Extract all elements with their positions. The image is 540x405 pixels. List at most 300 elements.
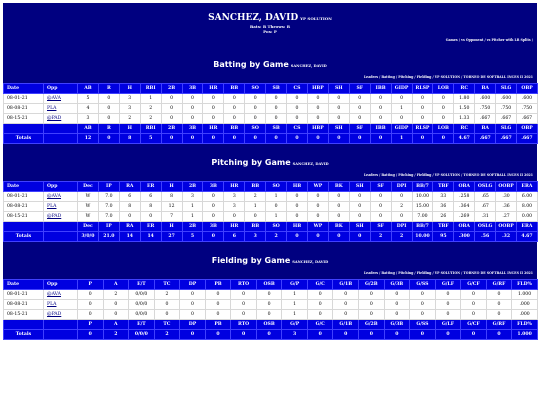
stat-cell: 0 <box>435 290 461 300</box>
stat-cell: 0 <box>161 114 182 124</box>
fielding-column-header[interactable]: G/RF <box>486 280 512 290</box>
total-cell: 0 <box>182 134 203 144</box>
total-cell: 0 <box>486 330 512 340</box>
batting-footer-header: SO <box>245 124 266 134</box>
pitching-header-row <box>4 182 538 192</box>
stat-cell: 12 <box>161 202 182 212</box>
batting-column-header[interactable]: HR <box>203 84 224 94</box>
batting-column-header[interactable]: IBB <box>370 84 391 94</box>
stat-cell: 3 <box>119 104 140 114</box>
stat-cell: 0 <box>328 192 349 202</box>
stat-cell: 15.00 <box>412 202 433 212</box>
opponent-link[interactable]: @PAD <box>44 114 78 124</box>
batting-column-header[interactable]: R <box>98 84 119 94</box>
batting-column-header[interactable]: CS <box>287 84 308 94</box>
batting-column-header[interactable]: Opp <box>44 84 78 94</box>
stat-cell: 0 <box>266 202 287 212</box>
pitching-footer-header: H <box>161 222 182 232</box>
batting-column-header[interactable]: LOB <box>433 84 454 94</box>
fielding-column-header[interactable]: G/C <box>307 280 333 290</box>
stat-cell: 7.0 <box>98 212 119 222</box>
total-cell: 0 <box>328 232 349 242</box>
total-cell: 0 <box>205 330 231 340</box>
pitching-column-header[interactable]: ERA <box>517 182 538 192</box>
total-cell: 4.67 <box>517 232 538 242</box>
stat-cell: 0/0/0 <box>129 290 155 300</box>
total-cell: 0 <box>349 134 370 144</box>
fielding-footer-header: E/T <box>129 320 155 330</box>
batting-column-header[interactable]: Date <box>4 84 44 94</box>
total-cell: 0 <box>370 134 391 144</box>
stat-cell: 1.000 <box>512 290 538 300</box>
fielding-footer-row <box>4 320 538 330</box>
batting-footer-header: H <box>119 124 140 134</box>
stat-cell: 0 <box>103 310 129 320</box>
total-cell: 0 <box>203 232 224 242</box>
player-team[interactable]: YP SOLUTION <box>300 16 332 21</box>
fielding-column-header[interactable]: PB <box>205 280 231 290</box>
stat-cell: 7.00 <box>412 212 433 222</box>
batting-footer-header: 3B <box>182 124 203 134</box>
total-cell: 2 <box>103 330 129 340</box>
stat-cell: 0 <box>461 300 487 310</box>
opponent-link[interactable]: @PAD <box>44 212 78 222</box>
stat-cell: 0 <box>78 300 104 310</box>
fielding-footer-header: A <box>103 320 129 330</box>
stat-cell: 3 <box>182 192 203 202</box>
game-date: 08-08-21 <box>4 300 44 310</box>
pitching-column-header[interactable]: RA <box>119 182 140 192</box>
pitching-subtitle: SANCHEZ, DAVID <box>292 162 329 166</box>
total-cell <box>44 232 78 242</box>
player-position: Pos: P <box>263 29 277 34</box>
fielding-column-header[interactable]: OSB <box>256 280 282 290</box>
stat-cell: .750 <box>496 104 517 114</box>
fielding-title: Fielding by Game <box>211 256 291 265</box>
stat-cell: 0 <box>256 300 282 310</box>
batting-footer-header: HR <box>203 124 224 134</box>
total-cell: 14 <box>119 232 140 242</box>
stat-cell: 0 <box>140 212 161 222</box>
stat-cell: 0 <box>391 114 412 124</box>
total-cell: 0 <box>203 134 224 144</box>
stat-cell: 1 <box>282 310 308 320</box>
pitching-column-header[interactable]: 2B <box>182 182 203 192</box>
stat-cell: 0 <box>224 114 245 124</box>
pitching-column-header[interactable]: OSLG <box>475 182 496 192</box>
stat-cell: 0 <box>370 94 391 104</box>
stat-cell: 1 <box>282 300 308 310</box>
pitching-footer-header <box>4 222 44 232</box>
stat-cell: .750 <box>475 104 496 114</box>
fielding-column-header[interactable]: DP <box>180 280 206 290</box>
pitching-footer-header: HR <box>224 222 245 232</box>
fielding-column-header[interactable]: Date <box>4 280 44 290</box>
stat-cell: W <box>78 192 99 202</box>
pitching-footer-header: SF <box>370 222 391 232</box>
stat-cell: 8.00 <box>517 202 538 212</box>
batting-column-header[interactable]: SH <box>328 84 349 94</box>
stat-cell: 0 <box>245 212 266 222</box>
stat-cell: .600 <box>475 94 496 104</box>
total-cell: .56 <box>475 232 496 242</box>
stat-cell: 0 <box>287 202 308 212</box>
total-cell: 0 <box>410 330 436 340</box>
totals-label: Totals <box>4 232 44 242</box>
batting-column-header[interactable]: 3B <box>182 84 203 94</box>
stat-cell: 0 <box>307 94 328 104</box>
stat-cell: 0 <box>370 212 391 222</box>
total-cell: 3 <box>245 232 266 242</box>
pitching-column-header[interactable]: H <box>161 182 182 192</box>
pitching-footer-header: OSLG <box>475 222 496 232</box>
pitching-footer-header <box>44 222 78 232</box>
total-cell: .300 <box>454 232 475 242</box>
stat-cell: 2 <box>245 192 266 202</box>
stat-cell: 0 <box>391 192 412 202</box>
pitching-column-header[interactable]: SF <box>370 182 391 192</box>
batting-column-header[interactable]: SB <box>266 84 287 94</box>
pitching-footer-header: WP <box>307 222 328 232</box>
batting-section-links[interactable]: Leaders / Batting / Pitching / Fielding / YP SOLUTION / TORNEO DE SOFTBALL INCES II 2021 <box>363 75 533 79</box>
batting-footer-header <box>44 124 78 134</box>
batting-column-header[interactable]: RC <box>454 84 475 94</box>
pitching-footer-header: 3B <box>203 222 224 232</box>
fielding-footer-header: G/RF <box>486 320 512 330</box>
stat-cell: 0 <box>266 114 287 124</box>
opponent-link[interactable]: PLA <box>44 202 78 212</box>
pitching-column-header[interactable]: BB <box>245 182 266 192</box>
pitching-footer-header: BK <box>328 222 349 232</box>
pitching-column-header[interactable]: SO <box>266 182 287 192</box>
stat-cell: 0 <box>245 94 266 104</box>
batting-column-header[interactable]: SO <box>245 84 266 94</box>
stat-cell: .30 <box>496 192 517 202</box>
stat-cell: 0 <box>203 94 224 104</box>
stat-cell: 0 <box>103 300 129 310</box>
batting-column-header[interactable]: RLSP <box>412 84 433 94</box>
total-cell: 0 <box>384 330 410 340</box>
stat-cell: .667 <box>496 114 517 124</box>
batting-column-header[interactable]: 2B <box>161 84 182 94</box>
stat-cell: 0 <box>349 114 370 124</box>
stat-cell: 0 <box>205 300 231 310</box>
stat-cell: 2 <box>140 104 161 114</box>
opponent-link[interactable]: @AVA <box>44 192 78 202</box>
stat-cell: 0 <box>203 202 224 212</box>
batting-footer-header: 2B <box>161 124 182 134</box>
total-cell: 0 <box>287 134 308 144</box>
pitching-totals-row <box>4 232 538 242</box>
stat-cell: 0 <box>287 212 308 222</box>
stat-cell: 5 <box>78 94 99 104</box>
stat-cell: 1.50 <box>454 104 475 114</box>
stat-cell: 0 <box>307 114 328 124</box>
batting-column-header[interactable]: HBP <box>307 84 328 94</box>
stat-cell: 0 <box>161 94 182 104</box>
stat-cell: .258 <box>454 192 475 202</box>
batting-footer-header: GIDP <box>391 124 412 134</box>
batting-footer-header: LOB <box>433 124 454 134</box>
stat-cell: 1 <box>182 212 203 222</box>
batting-footer-header: BB <box>224 124 245 134</box>
total-cell: 5 <box>182 232 203 242</box>
stat-cell: 0 <box>307 290 333 300</box>
fielding-header-row <box>4 280 538 290</box>
stat-cell: 0 <box>486 310 512 320</box>
stat-cell: 0 <box>486 300 512 310</box>
pitching-band <box>3 144 537 181</box>
total-cell: 0 <box>307 134 328 144</box>
stat-cell: 2 <box>140 114 161 124</box>
fielding-column-header[interactable]: P <box>78 280 104 290</box>
stat-cell: 0 <box>333 290 359 300</box>
pitching-column-header[interactable]: Opp <box>44 182 78 192</box>
total-cell: 10.00 <box>412 232 433 242</box>
pitching-footer-header: TBF <box>433 222 454 232</box>
fielding-section-links[interactable]: Leaders / Batting / Pitching / Fielding / YP SOLUTION / TORNEO DE SOFTBALL INCES II 2021 <box>363 271 533 275</box>
fielding-footer-header: G/CF <box>461 320 487 330</box>
total-cell: 27 <box>161 232 182 242</box>
total-cell: 0 <box>333 330 359 340</box>
total-cell: 1 <box>391 134 412 144</box>
total-cell: 2 <box>370 232 391 242</box>
stat-cell: 0 <box>154 310 180 320</box>
total-cell: 0 <box>307 232 328 242</box>
table-row <box>4 290 538 300</box>
stat-cell: 1.33 <box>454 114 475 124</box>
stat-cell: 3 <box>119 94 140 104</box>
stat-cell: 0 <box>359 290 385 300</box>
total-cell: 21.0 <box>98 232 119 242</box>
stat-cell: 7.0 <box>98 202 119 212</box>
stat-cell: 0 <box>287 114 308 124</box>
totals-label: Totals <box>4 330 44 340</box>
pitching-column-header[interactable]: IP <box>98 182 119 192</box>
fielding-footer-header: OSB <box>256 320 282 330</box>
stat-cell: 6 <box>119 192 140 202</box>
batting-column-header[interactable]: BA <box>475 84 496 94</box>
total-cell: 8 <box>119 134 140 144</box>
table-row <box>4 104 538 114</box>
stat-cell: 0 <box>256 290 282 300</box>
batting-column-header[interactable]: OBP <box>517 84 538 94</box>
total-cell: .667 <box>517 134 538 144</box>
stat-cell: 0/0/0 <box>129 300 155 310</box>
fielding-column-header[interactable]: RTO <box>231 280 257 290</box>
total-cell: 0 <box>359 330 385 340</box>
game-date: 08-08-21 <box>4 104 44 114</box>
fielding-column-header[interactable]: G/SS <box>410 280 436 290</box>
stat-cell: 0 <box>180 300 206 310</box>
stat-cell: 0 <box>203 114 224 124</box>
stat-cell: 0 <box>180 310 206 320</box>
stat-cell: .750 <box>517 104 538 114</box>
stat-cell: 0 <box>205 310 231 320</box>
fielding-column-header[interactable]: G/3B <box>384 280 410 290</box>
stat-cell: 0 <box>359 310 385 320</box>
stat-cell: 0 <box>287 192 308 202</box>
stat-cell: 26 <box>433 212 454 222</box>
stat-cell: 0/0/0 <box>129 310 155 320</box>
stat-cell: 7 <box>161 212 182 222</box>
stat-cell: .364 <box>454 202 475 212</box>
stat-cell: 33 <box>433 192 454 202</box>
pitching-column-header[interactable]: 3B <box>203 182 224 192</box>
fielding-table <box>3 279 538 340</box>
opponent-link[interactable]: @AVA <box>44 94 78 104</box>
bats-throws: Bats: R Throws: R <box>249 24 291 29</box>
stat-cell: 0 <box>98 104 119 114</box>
table-row <box>4 202 538 212</box>
batting-column-header[interactable]: SLG <box>496 84 517 94</box>
game-date: 08-15-21 <box>4 310 44 320</box>
stat-cell: 0 <box>412 104 433 114</box>
stat-cell: 0 <box>224 212 245 222</box>
batting-footer-header: AB <box>78 124 99 134</box>
fielding-band <box>3 242 537 279</box>
total-cell: 95 <box>433 232 454 242</box>
stat-cell: 1.80 <box>454 94 475 104</box>
stat-cell: W <box>78 212 99 222</box>
fielding-column-header[interactable]: FLD% <box>512 280 538 290</box>
pitching-column-header[interactable]: WP <box>307 182 328 192</box>
fielding-footer-header: G/1B <box>333 320 359 330</box>
stat-cell: 1 <box>266 192 287 202</box>
fielding-column-header[interactable]: A <box>103 280 129 290</box>
pitching-footer-header: BB/7 <box>412 222 433 232</box>
pitching-column-header[interactable]: HB <box>287 182 308 192</box>
pitching-column-header[interactable]: DPI <box>391 182 412 192</box>
batting-footer-header: BA <box>475 124 496 134</box>
stat-cell: 10.00 <box>412 192 433 202</box>
pitching-section-links[interactable]: Leaders / Batting / Pitching / Fielding / YP SOLUTION / TORNEO DE SOFTBALL INCES II 2021 <box>363 173 533 177</box>
context-links[interactable]: Games / vs Opponent / vs Pitcher with LR Splits / <box>445 38 533 42</box>
batting-subtitle: SANCHEZ, DAVID <box>290 64 327 68</box>
fielding-footer-header: TC <box>154 320 180 330</box>
stat-cell: .27 <box>496 212 517 222</box>
table-row <box>4 94 538 104</box>
fielding-column-header[interactable]: G/CF <box>461 280 487 290</box>
opponent-link[interactable]: @PAD <box>44 310 78 320</box>
pitching-column-header[interactable]: HR <box>224 182 245 192</box>
fielding-column-header[interactable]: Opp <box>44 280 78 290</box>
batting-footer-header: CS <box>287 124 308 134</box>
batting-footer-header: HBP <box>307 124 328 134</box>
stat-cell: 0 <box>231 300 257 310</box>
batting-footer-header: RLSP <box>412 124 433 134</box>
total-cell: 0 <box>161 134 182 144</box>
stat-cell: 0 <box>98 94 119 104</box>
game-date: 08-08-21 <box>4 202 44 212</box>
batting-column-header[interactable]: H <box>119 84 140 94</box>
stat-cell: 0 <box>328 212 349 222</box>
fielding-column-header[interactable]: G/1B <box>333 280 359 290</box>
stat-cell: 4 <box>78 104 99 114</box>
stat-cell: .600 <box>496 94 517 104</box>
stat-cell: 1 <box>282 290 308 300</box>
stat-cell: 0 <box>231 290 257 300</box>
opponent-link[interactable]: PLA <box>44 104 78 114</box>
total-cell: 2 <box>266 232 287 242</box>
totals-label: Totals <box>4 134 44 144</box>
fielding-column-header[interactable]: G/P <box>282 280 308 290</box>
pitching-column-header[interactable]: Date <box>4 182 44 192</box>
batting-table <box>3 83 538 144</box>
fielding-column-header[interactable]: G/2B <box>359 280 385 290</box>
pitching-column-header[interactable]: ER <box>140 182 161 192</box>
fielding-column-header[interactable]: G/LF <box>435 280 461 290</box>
batting-column-header[interactable]: AB <box>78 84 99 94</box>
batting-band <box>3 46 537 83</box>
pitching-column-header[interactable]: BB/7 <box>412 182 433 192</box>
stat-cell: .667 <box>517 114 538 124</box>
stat-cell: 0 <box>412 94 433 104</box>
batting-footer-header: IBB <box>370 124 391 134</box>
stat-cell: 0 <box>307 300 333 310</box>
batting-column-header[interactable]: SF <box>349 84 370 94</box>
stat-cell: 0 <box>391 94 412 104</box>
game-date: 08-01-21 <box>4 192 44 202</box>
batting-column-header[interactable]: RBI <box>140 84 161 94</box>
stat-cell: 0 <box>328 202 349 212</box>
pitching-footer-header: SO <box>266 222 287 232</box>
fielding-subtitle: SANCHEZ, DAVID <box>292 260 329 264</box>
total-cell: 0/0/0 <box>129 330 155 340</box>
fielding-footer-header <box>4 320 44 330</box>
fielding-totals-row <box>4 330 538 340</box>
opponent-link[interactable]: PLA <box>44 300 78 310</box>
stat-cell: 0 <box>161 104 182 114</box>
pitching-column-header[interactable]: Dec <box>78 182 99 192</box>
stat-cell: 0 <box>224 94 245 104</box>
stat-cell: 0 <box>256 310 282 320</box>
stat-cell: 0 <box>307 212 328 222</box>
pitching-column-header[interactable]: OOBP <box>496 182 517 192</box>
pitching-column-header[interactable]: BK <box>328 182 349 192</box>
batting-footer-header: R <box>98 124 119 134</box>
total-cell: .32 <box>496 232 517 242</box>
stat-cell: 36 <box>433 202 454 212</box>
stat-cell: .667 <box>475 114 496 124</box>
batting-header-row <box>4 84 538 94</box>
pitching-footer-header: BB <box>245 222 266 232</box>
stat-cell: 0 <box>349 104 370 114</box>
batting-column-header[interactable]: BB <box>224 84 245 94</box>
stat-cell: 1 <box>140 94 161 104</box>
batting-footer-header: SF <box>349 124 370 134</box>
pitching-column-header[interactable]: TBF <box>433 182 454 192</box>
pitching-column-header[interactable]: OBA <box>454 182 475 192</box>
fielding-footer-header: G/C <box>307 320 333 330</box>
stat-cell: 0 <box>307 310 333 320</box>
stat-cell: .269 <box>454 212 475 222</box>
fielding-column-header[interactable]: TC <box>154 280 180 290</box>
batting-footer-header: RC <box>454 124 475 134</box>
table-row <box>4 192 538 202</box>
total-cell: 3/0/0 <box>78 232 99 242</box>
table-row <box>4 212 538 222</box>
fielding-column-header[interactable]: E/T <box>129 280 155 290</box>
stat-cell: 0 <box>370 114 391 124</box>
opponent-link[interactable]: @AVA <box>44 290 78 300</box>
stat-cell: 1 <box>266 212 287 222</box>
stat-cell: 6 <box>140 192 161 202</box>
pitching-column-header[interactable]: SH <box>349 182 370 192</box>
total-cell: 0 <box>78 330 104 340</box>
stat-cell: 0 <box>78 310 104 320</box>
batting-column-header[interactable]: GIDP <box>391 84 412 94</box>
